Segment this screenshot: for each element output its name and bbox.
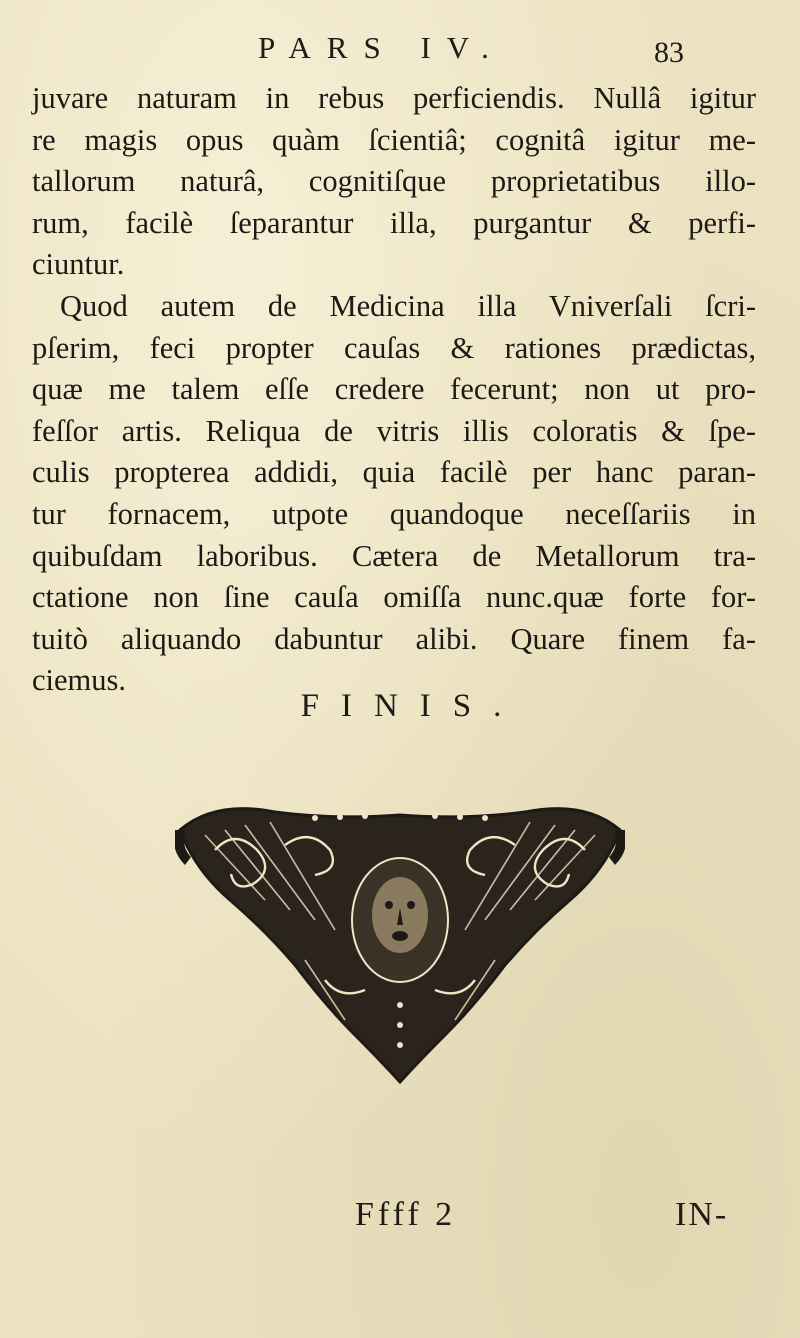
running-head: PARS IV. xyxy=(258,30,505,65)
text-line: rum, facilè ſeparantur illa, purgantur & perfi- xyxy=(32,205,756,240)
text-line: ctatione non ſine cauſa omiſſa nunc.quæ forte for- xyxy=(32,580,756,615)
text-line: culis propterea addidi, quia facilè per hanc paran- xyxy=(32,455,756,490)
catchword: IN- xyxy=(675,1196,729,1233)
text-line: tallorum naturâ, cognitiſque proprietatibus illo- xyxy=(32,164,756,199)
text-line: quibuſdam laboribus. Cætera de Metallorum tra- xyxy=(32,538,756,573)
body-text xyxy=(32,78,756,702)
text-line: feſſor artis. Reliqua de vitris illis coloratis & ſpe- xyxy=(32,413,756,448)
page-header xyxy=(0,30,800,80)
text-line: quæ me talem eſſe credere fecerunt; non ut pro- xyxy=(32,372,756,407)
text-line: re magis opus quàm ſcientiâ; cognitâ igitur me- xyxy=(32,122,756,157)
text-line: ciemus. xyxy=(32,663,127,698)
finis-heading: FINIS. xyxy=(300,688,524,724)
text-line: pſerim, feci propter cauſas & rationes prædictas, xyxy=(32,330,756,365)
text-line: juvare naturam in rebus perficiendis. Nullâ igitur xyxy=(32,81,756,115)
page-number: 83 xyxy=(654,36,684,69)
text-line: tuitò aliquando dabuntur alibi. Quare finem fa- xyxy=(32,621,756,656)
signature-mark: Ffff 2 xyxy=(355,1196,457,1233)
text-line: Quod autem de Medicina illa Vniverſali ſcri- xyxy=(60,288,756,323)
text-line: tur fornacem, utpote quandoque neceſſariis in xyxy=(32,496,756,531)
text-line: ciuntur. xyxy=(32,247,125,282)
printers-ornament-mask-icon xyxy=(175,790,625,1090)
